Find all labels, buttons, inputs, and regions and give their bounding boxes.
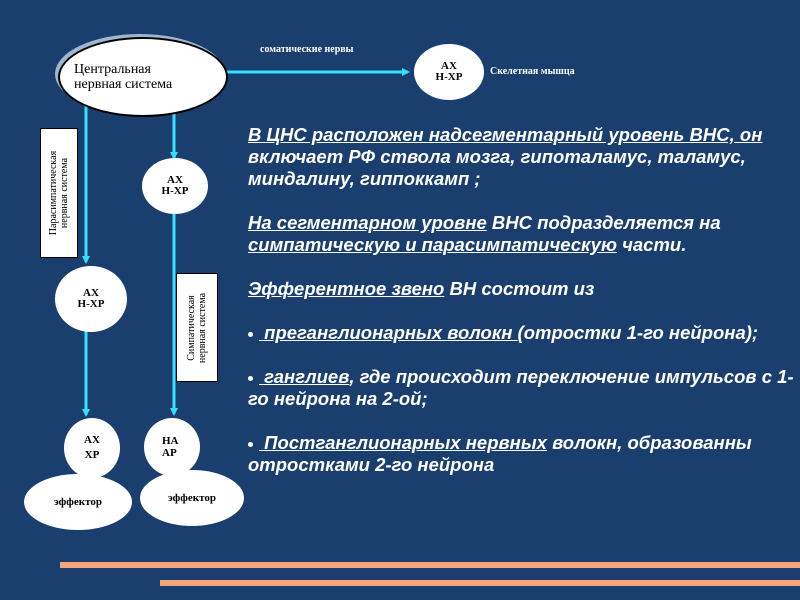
bullet-icon [248, 332, 253, 337]
accent-bar-top [60, 562, 800, 568]
bullet-ganglia: ганглиев, где происходит переключение импульсов с 1-го нейрона на 2-ой; [248, 366, 794, 409]
description-text [248, 124, 796, 476]
somatic-nerves-label: соматические нервы [260, 44, 354, 55]
bullet-icon [248, 376, 253, 381]
bullet-icon [248, 442, 253, 447]
somatic-receptor-node: АХ Н-ХР [414, 44, 484, 100]
paragraph-2: На сегментарном уровне ВНС подразделяется на симпатическую и парасимпатическую части. [248, 212, 721, 255]
bullet-preganglionic: преганглионарных волокн (отростки 1-го нейрона); [248, 322, 796, 344]
paragraph-3: Эфферентное звено ВН состоит из [248, 278, 595, 299]
sympathetic-label-box [176, 273, 218, 382]
sympathetic-ganglion-node: АХ Н-ХР [142, 158, 208, 214]
paragraph-1: В ЦНС расположен надсегментарный уровень ВНС, он включает РФ ствола мозга, гипоталамус, таламус, миндалину, гиппоккамп ; [248, 124, 763, 189]
sympathetic-label: Симпатическая нервная система [186, 292, 208, 363]
effector-right-node: эффектор [140, 470, 244, 526]
parasympathetic-label-box [40, 128, 78, 258]
cns-node: Центральная нервная система [58, 37, 228, 117]
parasympathetic-end-node: АХ ХР [64, 418, 120, 478]
sympathetic-end-node: НА АР [144, 418, 200, 476]
accent-bar-bottom [160, 580, 800, 586]
parasympathetic-ganglion-node: АХ Н-ХР [55, 266, 127, 332]
effector-left-node: эффектор [24, 474, 132, 530]
bullet-postganglionic: Постганглионарных нервных волокн, образованны отростками 2-го нейрона [248, 432, 752, 475]
skeletal-muscle-label: Скелетная мышца [490, 66, 575, 77]
parasympathetic-label: Парасимпатическая нервная система [48, 150, 70, 236]
